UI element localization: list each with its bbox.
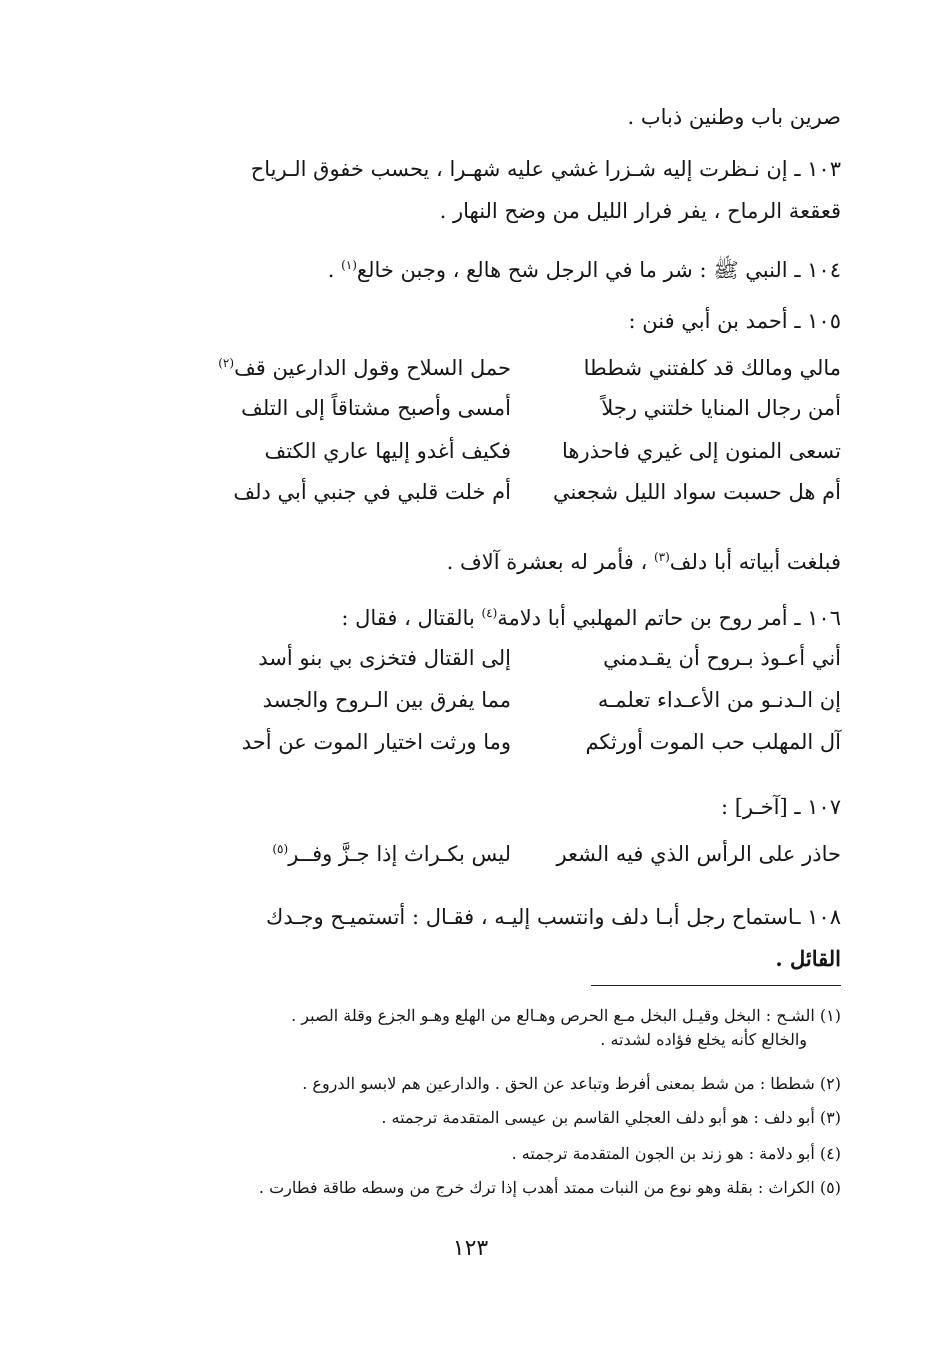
text-line: ١٠٦ ـ أمر روح بن حاتم المهلبي أبا دلامة bbox=[497, 606, 841, 630]
footnote-text: (٥) الكراث : بقلة وهو نوع من النبات ممتد أهدب إذا ترك خرج من وسطه طاقة فطارت . bbox=[258, 1178, 841, 1197]
footnote-ref: (٣) bbox=[653, 550, 670, 564]
verse-row bbox=[141, 842, 841, 886]
verse-row bbox=[141, 730, 841, 774]
paragraph-continuation bbox=[141, 96, 841, 138]
text-line: ١٠٥ ـ أحمد بن أبي فنن : bbox=[628, 309, 841, 333]
text-line: ١٠٣ ـ إن نـظرت إليه شـزرا غشي عليه شهـرا ، يحسب خفوق الـرياح bbox=[250, 157, 841, 181]
verse-second-hemistich: فكيف أغدو إليها عاري الكتف bbox=[264, 439, 511, 463]
text-line: ١٠٧ ـ [آخـر] : bbox=[720, 795, 841, 819]
verse-second-hemistich: إلى القتال فتخزى بي بنو أسد bbox=[258, 646, 511, 670]
verse-row bbox=[141, 439, 841, 483]
paragraph-103 bbox=[141, 148, 841, 232]
page-number: ١٢٣ bbox=[452, 1236, 489, 1261]
paragraph-106 bbox=[141, 592, 841, 639]
footnote-5 bbox=[121, 1176, 841, 1200]
footnote-text: (٢) شططا : من شط بمعنى أفرط وتباعد عن الحق . والدارعين هم لابسو الدروع . bbox=[302, 1074, 841, 1093]
paragraph-108 bbox=[141, 896, 841, 980]
footnote-4 bbox=[121, 1142, 841, 1166]
text-line: . bbox=[327, 258, 342, 282]
verse-first-hemistich: مالي ومالك قد كلفتني شططا bbox=[583, 356, 841, 380]
verse-first-hemistich: آل المهلب حب الموت أورثكم bbox=[585, 730, 841, 754]
paragraph-107 bbox=[141, 786, 841, 828]
footnote-ref: (٢) bbox=[218, 356, 235, 370]
hemistich-text: حمل السلاح وقول الدارعين قف bbox=[234, 356, 511, 380]
footnote-ref: (٥) bbox=[272, 842, 289, 856]
text-line: ، فأمر له بعشرة آلاف . bbox=[446, 550, 654, 574]
text-line: ١٠٤ ـ النبي ﷺ : شر ما في الرجل شح هالع ، وجبن خالع bbox=[356, 258, 841, 282]
footnote-2 bbox=[121, 1072, 841, 1096]
text-line: بالقتال ، فقال : bbox=[341, 606, 482, 630]
footnote-text: (٤) أبو دلامة : هو زند بن الجون المتقدمة ترجمته . bbox=[511, 1144, 841, 1163]
footnote-text: والخالع كأنه يخلع فؤاده لشدته . bbox=[600, 1030, 807, 1049]
footnote-text: (٣) أبو دلف : هو أبو دلف العجلي القاسم بن عيسى المتقدمة ترجمته . bbox=[381, 1108, 841, 1127]
verse-second-hemistich: أم خلت قلبي في جنبي أبي دلف bbox=[233, 480, 511, 504]
verse-row bbox=[141, 480, 841, 524]
verse-second-hemistich: أمسى وأصبح مشتاقاً إلى التلف bbox=[241, 396, 511, 420]
verse-second-hemistich bbox=[272, 842, 511, 866]
footnote-divider bbox=[591, 985, 841, 986]
verse-first-hemistich: حاذر على الرأس الذي فيه الشعر bbox=[556, 842, 841, 866]
verse-second-hemistich: مما يفرق بين الـروح والجسد bbox=[262, 688, 511, 712]
text-line: ١٠٨ ـاستماح رجل أبـا دلف وانتسب إليـه ، فقـال : أتستميـح وجـدك bbox=[266, 905, 841, 929]
verse-row bbox=[141, 356, 841, 400]
footnote-text: (١) الشـح : البخل وقيـل البخل مـع الحرص وهـالع من الهلع وهـو الجزع وقلة الصبر . bbox=[291, 1006, 841, 1025]
verse-first-hemistich: إن الـدنـو من الأعـداء تعلمـه bbox=[597, 688, 841, 712]
verse-first-hemistich: أم هل حسبت سواد الليل شجعني bbox=[552, 480, 841, 504]
verse-second-hemistich: وما ورثت اختيار الموت عن أحد bbox=[241, 730, 511, 754]
footnote-1 bbox=[121, 1004, 841, 1052]
footnote-ref: (٤) bbox=[481, 606, 498, 620]
text-line: القائل . bbox=[775, 946, 841, 971]
verse-first-hemistich: تسعى المنون إلى غيري فاحذرها bbox=[561, 439, 841, 463]
text-line: فبلغت أبياته أبا دلف bbox=[669, 550, 841, 574]
verse-row bbox=[141, 646, 841, 690]
paragraph-105 bbox=[141, 300, 841, 342]
hemistich-text: ليس بكـراث إذا جـزَّ وفــر bbox=[288, 842, 511, 866]
verse-row bbox=[141, 396, 841, 440]
text-line: قعقعة الرماح ، يفر فرار الليل من وضح النهار . bbox=[439, 199, 841, 223]
verse-first-hemistich: أمن رجال المنايا خلتني رجلاً bbox=[601, 396, 841, 420]
verse-first-hemistich: أني أعـوذ بـروح أن يقـدمني bbox=[603, 646, 841, 670]
paragraph-105-after bbox=[141, 536, 841, 583]
text-line: صرين باب وطنين ذباب . bbox=[627, 105, 841, 129]
verse-row bbox=[141, 688, 841, 732]
footnote-ref: (١) bbox=[341, 258, 357, 272]
paragraph-104 bbox=[141, 244, 841, 291]
footnote-3 bbox=[121, 1106, 841, 1130]
verse-second-hemistich bbox=[218, 356, 511, 380]
